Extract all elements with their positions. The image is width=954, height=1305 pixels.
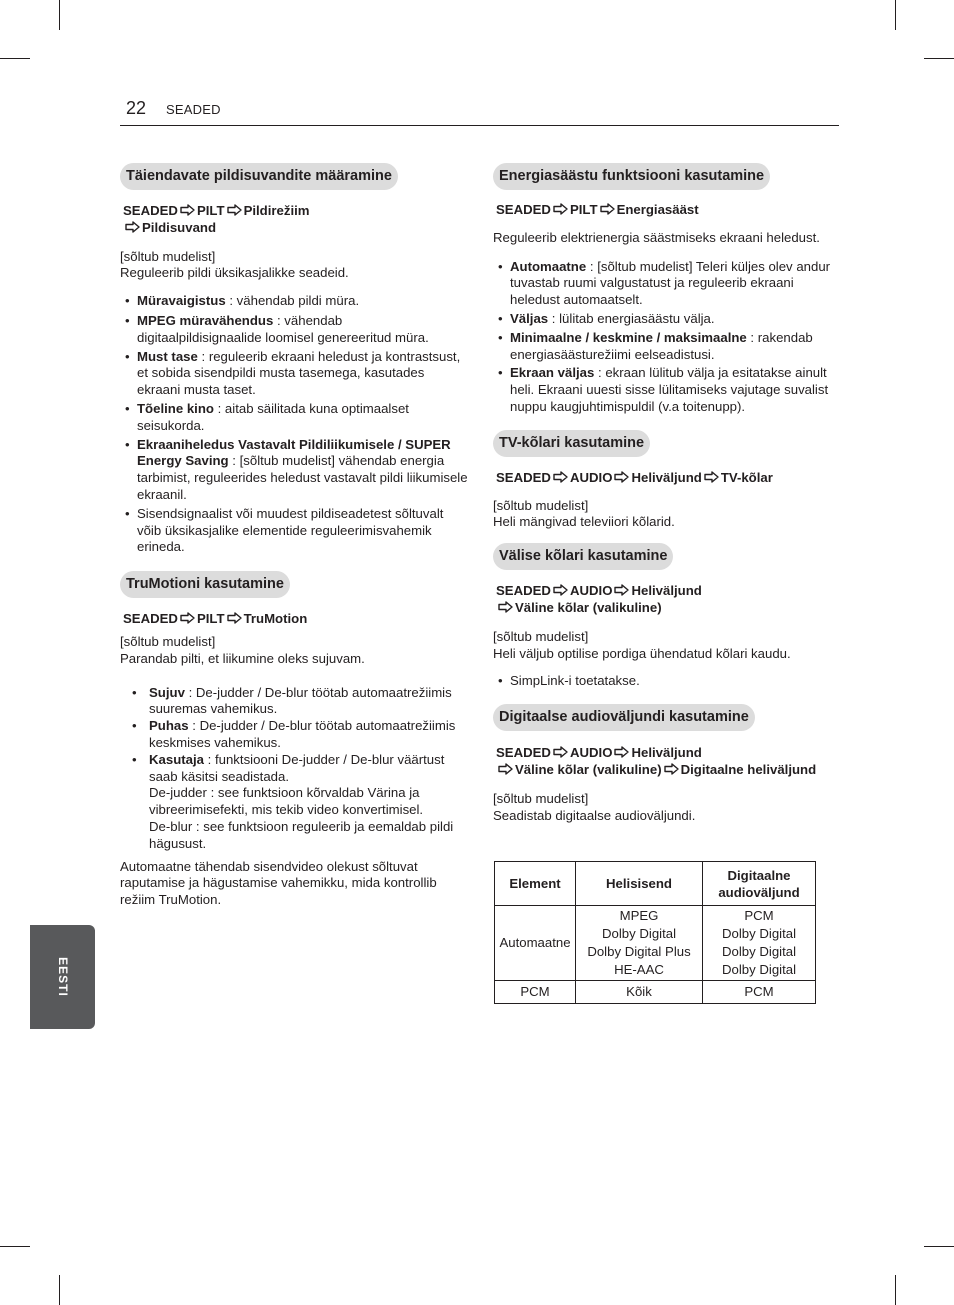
item-term: Must tase (137, 348, 198, 364)
path-step: Heliväljund (631, 745, 702, 761)
header-rule (120, 125, 839, 126)
model-note: [sõltub mudelist] (120, 633, 216, 649)
section-intro: Heli väljub optilise pordiga ühendatud kõlari kaudu. (493, 645, 791, 661)
list-item: • Väljas : lülitab energiasäästu välja. (498, 310, 715, 326)
page-header: SEADED (166, 102, 221, 117)
path-step: SEADED (496, 202, 551, 217)
item-text: : vähendab digitaalpildisignaalide loomisel genereeritud müra. (137, 312, 429, 345)
section-outro: Automaatne tähendab sisendvideo olekust sõltuvat raputamise ja hägustamise vahemikku, mida kontrollib režiim TruMotion. (120, 858, 437, 908)
path-step: PILT (196, 611, 225, 627)
arrow-right-icon (498, 601, 513, 613)
item-term: Ekraan väljas (510, 365, 595, 381)
table-cell: PCM (703, 981, 816, 1004)
section-title: TruMotioni kasutamine (120, 571, 290, 598)
model-note: [sõltub mudelist] (493, 628, 589, 644)
section-intro: Parandab pilti, et liikumine oleks sujuvam. (120, 650, 365, 666)
path-step: Pildisuvand (142, 219, 217, 235)
left-column (120, 163, 470, 909)
table-cell: PCM Dolby Digital Dolby Digital Dolby Digital (703, 906, 816, 981)
arrow-right-icon (498, 763, 513, 775)
arrow-right-icon (227, 204, 242, 216)
section-intro: Reguleerib elektrienergia säästmiseks ekraani heledust. (493, 229, 820, 245)
item-text: Sisendsignaalist või muudest pildiseadetest sõltuvalt võib üksikasjalike elementide reguleerimisvahemik erineda. (137, 505, 444, 555)
arrow-right-icon (553, 203, 568, 215)
list-item: • Sisendsignaalist või muudest pildiseadetest sõltuvalt võib üksikasjalike elementide reguleerimisvahemik erineda. (125, 505, 444, 555)
list-item: • Sujuv : De-judder / De-blur töötab automaatrežiimis suuremas vahemikus. (132, 684, 452, 717)
crop-mark (0, 58, 30, 59)
list-item: • Must tase : reguleerib ekraani heledust ja kontrastsust, et sobida sisendpildi musta tasemega, kasutades ekraani musta taset. (125, 348, 461, 398)
list-item: • Müravaigistus : vähendab pildi müra. (125, 293, 360, 309)
path-step: PILT (196, 203, 225, 218)
list-item: • Minimaalne / keskmine / maksimaalne : rakendab energiasäästurežiimi eelseadistusi. (498, 329, 813, 362)
model-note: [sõltub mudelist] (493, 497, 589, 513)
section-title: Täiendavate pildisuvandite määramine (120, 163, 398, 190)
item-subtext: De-judder : see funktsioon kõrvaldab Värina ja vibreerimisefekti, mis tekib video konvertimisel. (149, 785, 424, 818)
list-item: • Ekraaniheledus Vastavalt Pildiliikumisele / SUPER Energy Saving : [sõltub mudelist] vähendab energia tarbimist, reguleerides heledust vastavalt pildi liikumisele ekraanil. (125, 436, 468, 502)
arrow-right-icon (553, 471, 568, 483)
menu-path (496, 745, 843, 779)
crop-mark (59, 0, 60, 30)
list-item: • Ekraan väljas : ekraan lülitub välja ja esitatakse ainult heli. Ekraani uuesti sisse lülitamiseks vajutage suvalist nuppu kaugjuhtimispuldil (v.a toitenupp). (498, 365, 829, 414)
path-step: AUDIO (569, 583, 613, 599)
item-term: Tõeline kino (137, 400, 214, 416)
option-list (493, 259, 843, 416)
model-note: [sõltub mudelist] (120, 248, 216, 264)
section-intro: Heli mängivad televiiori kõlarid. (493, 514, 675, 530)
menu-path (123, 611, 470, 628)
item-term: Puhas (149, 718, 189, 734)
section-title: Välise kõlari kasutamine (493, 543, 673, 570)
table-header-cell: Element (495, 862, 576, 906)
arrow-right-icon (227, 612, 242, 624)
item-term: Sujuv (149, 684, 185, 700)
path-step: Väline kõlar (valikuline) (515, 599, 662, 615)
audio-output-table (494, 861, 816, 1004)
item-term: Automaatne (510, 258, 587, 274)
list-item: • SimpLink-i toetatakse. (498, 673, 640, 689)
table-cell: PCM (495, 981, 576, 1004)
arrow-right-icon (614, 471, 629, 483)
arrow-right-icon (614, 584, 629, 596)
arrow-right-icon (553, 746, 568, 758)
crop-mark (924, 1246, 954, 1247)
path-step: Heliväljund (631, 469, 702, 485)
item-text: : De-judder / De-blur töötab automaatrežiimis keskmises vahemikus. (149, 718, 456, 750)
item-text: : [sõltub mudelist] Teleri küljes olev andur tuvastab ruumi valgustatust ja reguleerib ekraani heledust automaatselt. (510, 258, 831, 308)
arrow-right-icon (180, 204, 195, 216)
path-step: SEADED (496, 583, 551, 599)
list-item: • Tõeline kino : aitab säilitada kuna optimaalset seisukorda. (125, 400, 409, 433)
path-step: Väline kõlar (valikuline) (515, 761, 662, 777)
path-step: Energiasääst (616, 202, 699, 217)
header-text: Digitaalne audioväljund (718, 867, 800, 900)
language-side-tab (30, 925, 95, 1029)
list-item: • Puhas : De-judder / De-blur töötab automaatrežiimis keskmises vahemikus. (132, 718, 456, 750)
option-list (120, 293, 470, 556)
model-note: [sõltub mudelist] (493, 790, 589, 806)
path-step: PILT (569, 202, 598, 217)
option-list (493, 673, 843, 690)
path-step: SEADED (123, 203, 178, 218)
path-step: AUDIO (569, 469, 613, 485)
item-term: Kasutaja (149, 751, 204, 767)
arrow-right-icon (553, 584, 568, 596)
page-number: 22 (126, 98, 147, 118)
section-title: TV-kõlari kasutamine (493, 430, 650, 457)
item-text: SimpLink-i toetatakse. (510, 673, 640, 689)
table-row (495, 906, 816, 981)
arrow-right-icon (664, 763, 679, 775)
path-step: TruMotion (243, 611, 308, 627)
section-title: Energiasäästu funktsiooni kasutamine (493, 163, 770, 190)
item-term: Ekraaniheledus Vastavalt Pildiliikumisele / SUPER Energy Saving (137, 436, 451, 469)
table-header-cell: Helisisend (576, 862, 703, 906)
list-item: • MPEG müravähendus : vähendab digitaalpildisignaalide loomisel genereeritud müra. (125, 312, 429, 345)
item-text: : aitab säilitada kuna optimaalset seisukorda. (137, 400, 409, 433)
side-tab-label: EESTI (55, 957, 70, 997)
crop-mark (0, 1246, 30, 1247)
section-intro: Reguleerib pildi üksikasjalikke seadeid. (120, 265, 349, 281)
item-term: Minimaalne / keskmine / maksimaalne (510, 329, 747, 345)
table-cell: MPEG Dolby Digital Dolby Digital Plus HE-AAC (576, 906, 703, 981)
menu-path (496, 470, 843, 487)
item-term: MPEG müravähendus (137, 312, 274, 328)
menu-path (496, 583, 843, 617)
arrow-right-icon (600, 203, 615, 215)
path-step: Digitaalne heliväljund (680, 761, 817, 777)
path-step: TV-kõlar (720, 469, 773, 485)
item-term: Müravaigistus (137, 293, 226, 309)
right-column (493, 163, 843, 824)
crop-mark (924, 58, 954, 59)
item-text: : rakendab energiasäästurežiimi eelseadistusi. (510, 329, 813, 362)
table-row (495, 981, 816, 1004)
item-text: : De-judder / De-blur töötab automaatrežiimis suuremas vahemikus. (149, 684, 452, 717)
path-step: SEADED (123, 611, 178, 627)
list-item: • Automaatne : [sõltub mudelist] Teleri küljes olev andur tuvastab ruumi valgustatust ja reguleerib ekraani heledust automaatselt. (498, 258, 831, 308)
table-header-row (495, 862, 816, 906)
list-item: • Kasutaja : funktsiooni De-judder / De-blur väärtust saab käsitsi seadistada. De-judder : see funktsioon kõrvaldab Värina ja vibreerimisefekti, mis tekib video konvertimisel. De-blur : see funktsioon reguleerib ja eemaldab pildi hägusust. (120, 752, 470, 853)
crop-mark (59, 1275, 60, 1305)
item-text: : ekraan lülitub välja ja esitatakse ainult heli. Ekraani uuesti sisse lülitamiseks vajutage suvalist nuppu kaugjuhtimispuldil (v.a toitenupp). (510, 365, 829, 414)
path-step: Heliväljund (631, 583, 702, 599)
item-text: : reguleerib ekraani heledust ja kontrastsust, et sobida sisendpildi musta tasemega, kasutades ekraani musta taset. (137, 348, 461, 398)
item-text: : lülitab energiasäästu välja. (548, 310, 715, 326)
table-header-cell (703, 862, 816, 906)
crop-mark (895, 0, 896, 30)
item-term: Väljas (510, 310, 549, 326)
arrow-right-icon (614, 746, 629, 758)
path-step: Pildirežiim (243, 203, 310, 218)
item-text: : vähendab pildi müra. (225, 293, 360, 309)
item-text: : [sõltub mudelist] vähendab energia tarbimist, reguleerides heledust vastavalt pildi liikumisele ekraanil. (137, 453, 468, 502)
table-cell: Automaatne (495, 906, 576, 981)
table-cell: Kõik (576, 981, 703, 1004)
section-title: Digitaalse audioväljundi kasutamine (493, 704, 755, 731)
arrow-right-icon (125, 221, 140, 233)
menu-path (123, 203, 470, 237)
path-step: SEADED (496, 745, 551, 761)
section-intro: Seadistab digitaalse audioväljundi. (493, 807, 696, 823)
menu-path (496, 202, 843, 219)
option-list (120, 685, 470, 853)
arrow-right-icon (704, 471, 719, 483)
item-text: : funktsiooni De-judder / De-blur väärtust saab käsitsi seadistada. (149, 751, 445, 784)
path-step: SEADED (496, 469, 551, 485)
item-subtext: De-blur : see funktsioon reguleerib ja eemaldab pildi hägusust. (149, 818, 454, 851)
arrow-right-icon (180, 612, 195, 624)
crop-mark (895, 1275, 896, 1305)
path-step: AUDIO (569, 745, 613, 761)
